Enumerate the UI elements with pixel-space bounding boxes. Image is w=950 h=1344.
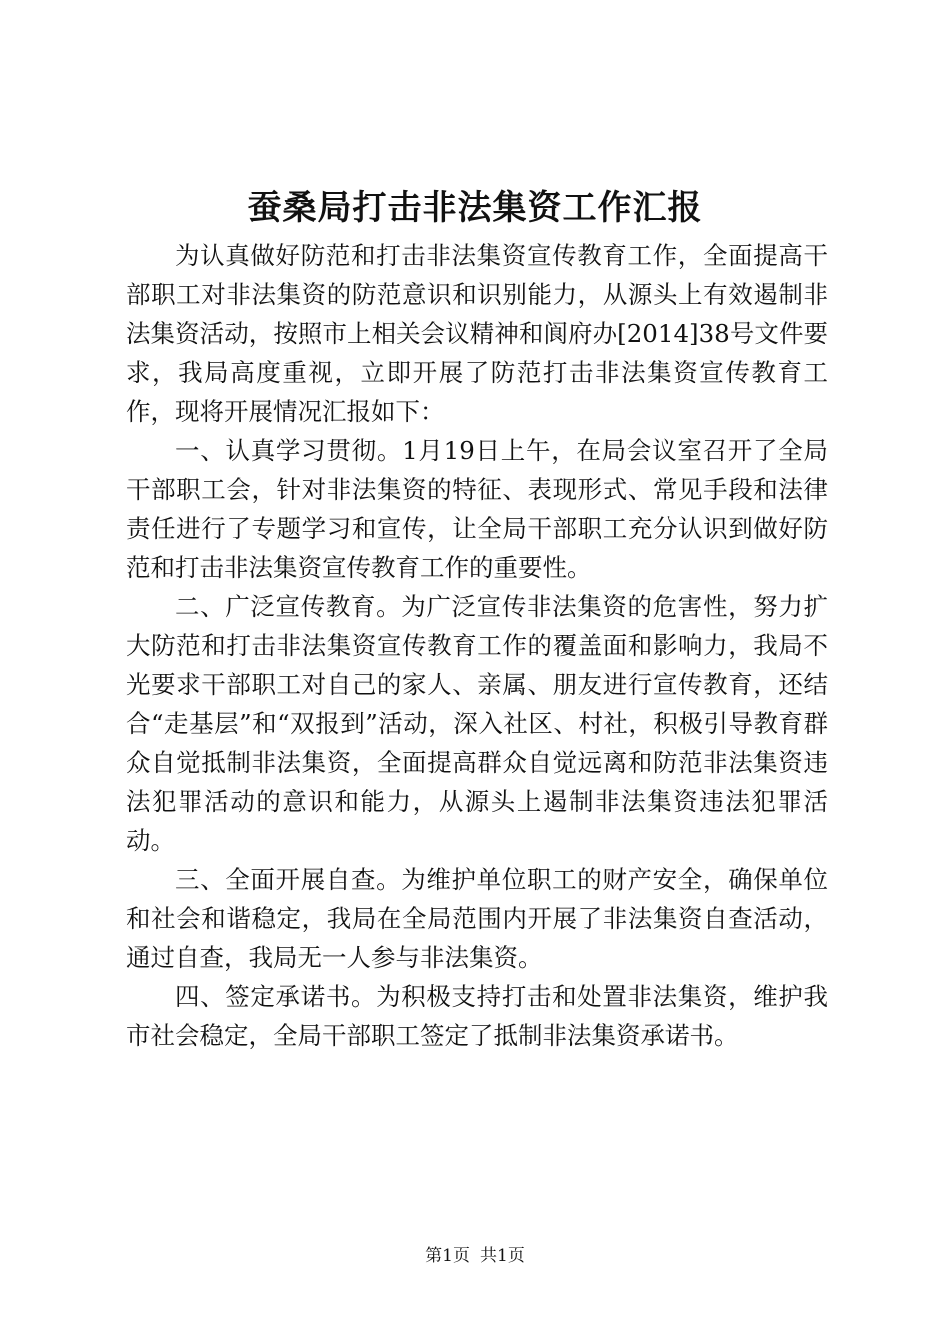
section-study-paragraph: 一、认真学习贯彻。1月19日上午，在局会议室召开了全局干部职工会，针对非法集资的特征、表现形式、常见手段和法律责任进行了专题学习和宣传，让全局干部职工充分认识到做好防范和打击非法集资宣传教育工作的重要性。 bbox=[126, 436, 828, 582]
section-pledge-paragraph: 四、签定承诺书。为积极支持打击和处置非法集资，维护我市社会稳定，全局干部职工签定了抵制非法集资承诺书。 bbox=[126, 982, 828, 1050]
page-count: 共1页 bbox=[480, 1246, 525, 1266]
document-title: 蚕桑局打击非法集资工作汇报 bbox=[247, 188, 703, 228]
page-number: 第1页 bbox=[425, 1246, 470, 1266]
section-publicity-paragraph: 二、广泛宣传教育。为广泛宣传非法集资的危害性，努力扩大防范和打击非法集资宣传教育工作的覆盖面和影响力，我局不光要求干部职工对自己的家人、亲属、朋友进行宣传教育，还结合“走基层”和“双报到”活动，深入社区、村社，积极引导教育群众自觉抵制非法集资，全面提高群众自觉远离和防范非法集资违法犯罪活动的意识和能力，从源头上遏制非法集资违法犯罪活动。 bbox=[126, 592, 828, 855]
document-body bbox=[126, 236, 828, 1055]
intro-paragraph: 为认真做好防范和打击非法集资宣传教育工作，全面提高干部职工对非法集资的防范意识和识别能力，从源头上有效遏制非法集资活动，按照市上相关会议精神和阆府办[2014]38号文件要求，我局高度重视，立即开展了防范打击非法集资宣传教育工作，现将开展情况汇报如下： bbox=[126, 241, 828, 426]
section-self-inspection-paragraph: 三、全面开展自查。为维护单位职工的财产安全，确保单位和社会和谐稳定，我局在全局范围内开展了非法集资自查活动，通过自查，我局无一人参与非法集资。 bbox=[126, 865, 828, 972]
page-footer bbox=[0, 1244, 950, 1268]
